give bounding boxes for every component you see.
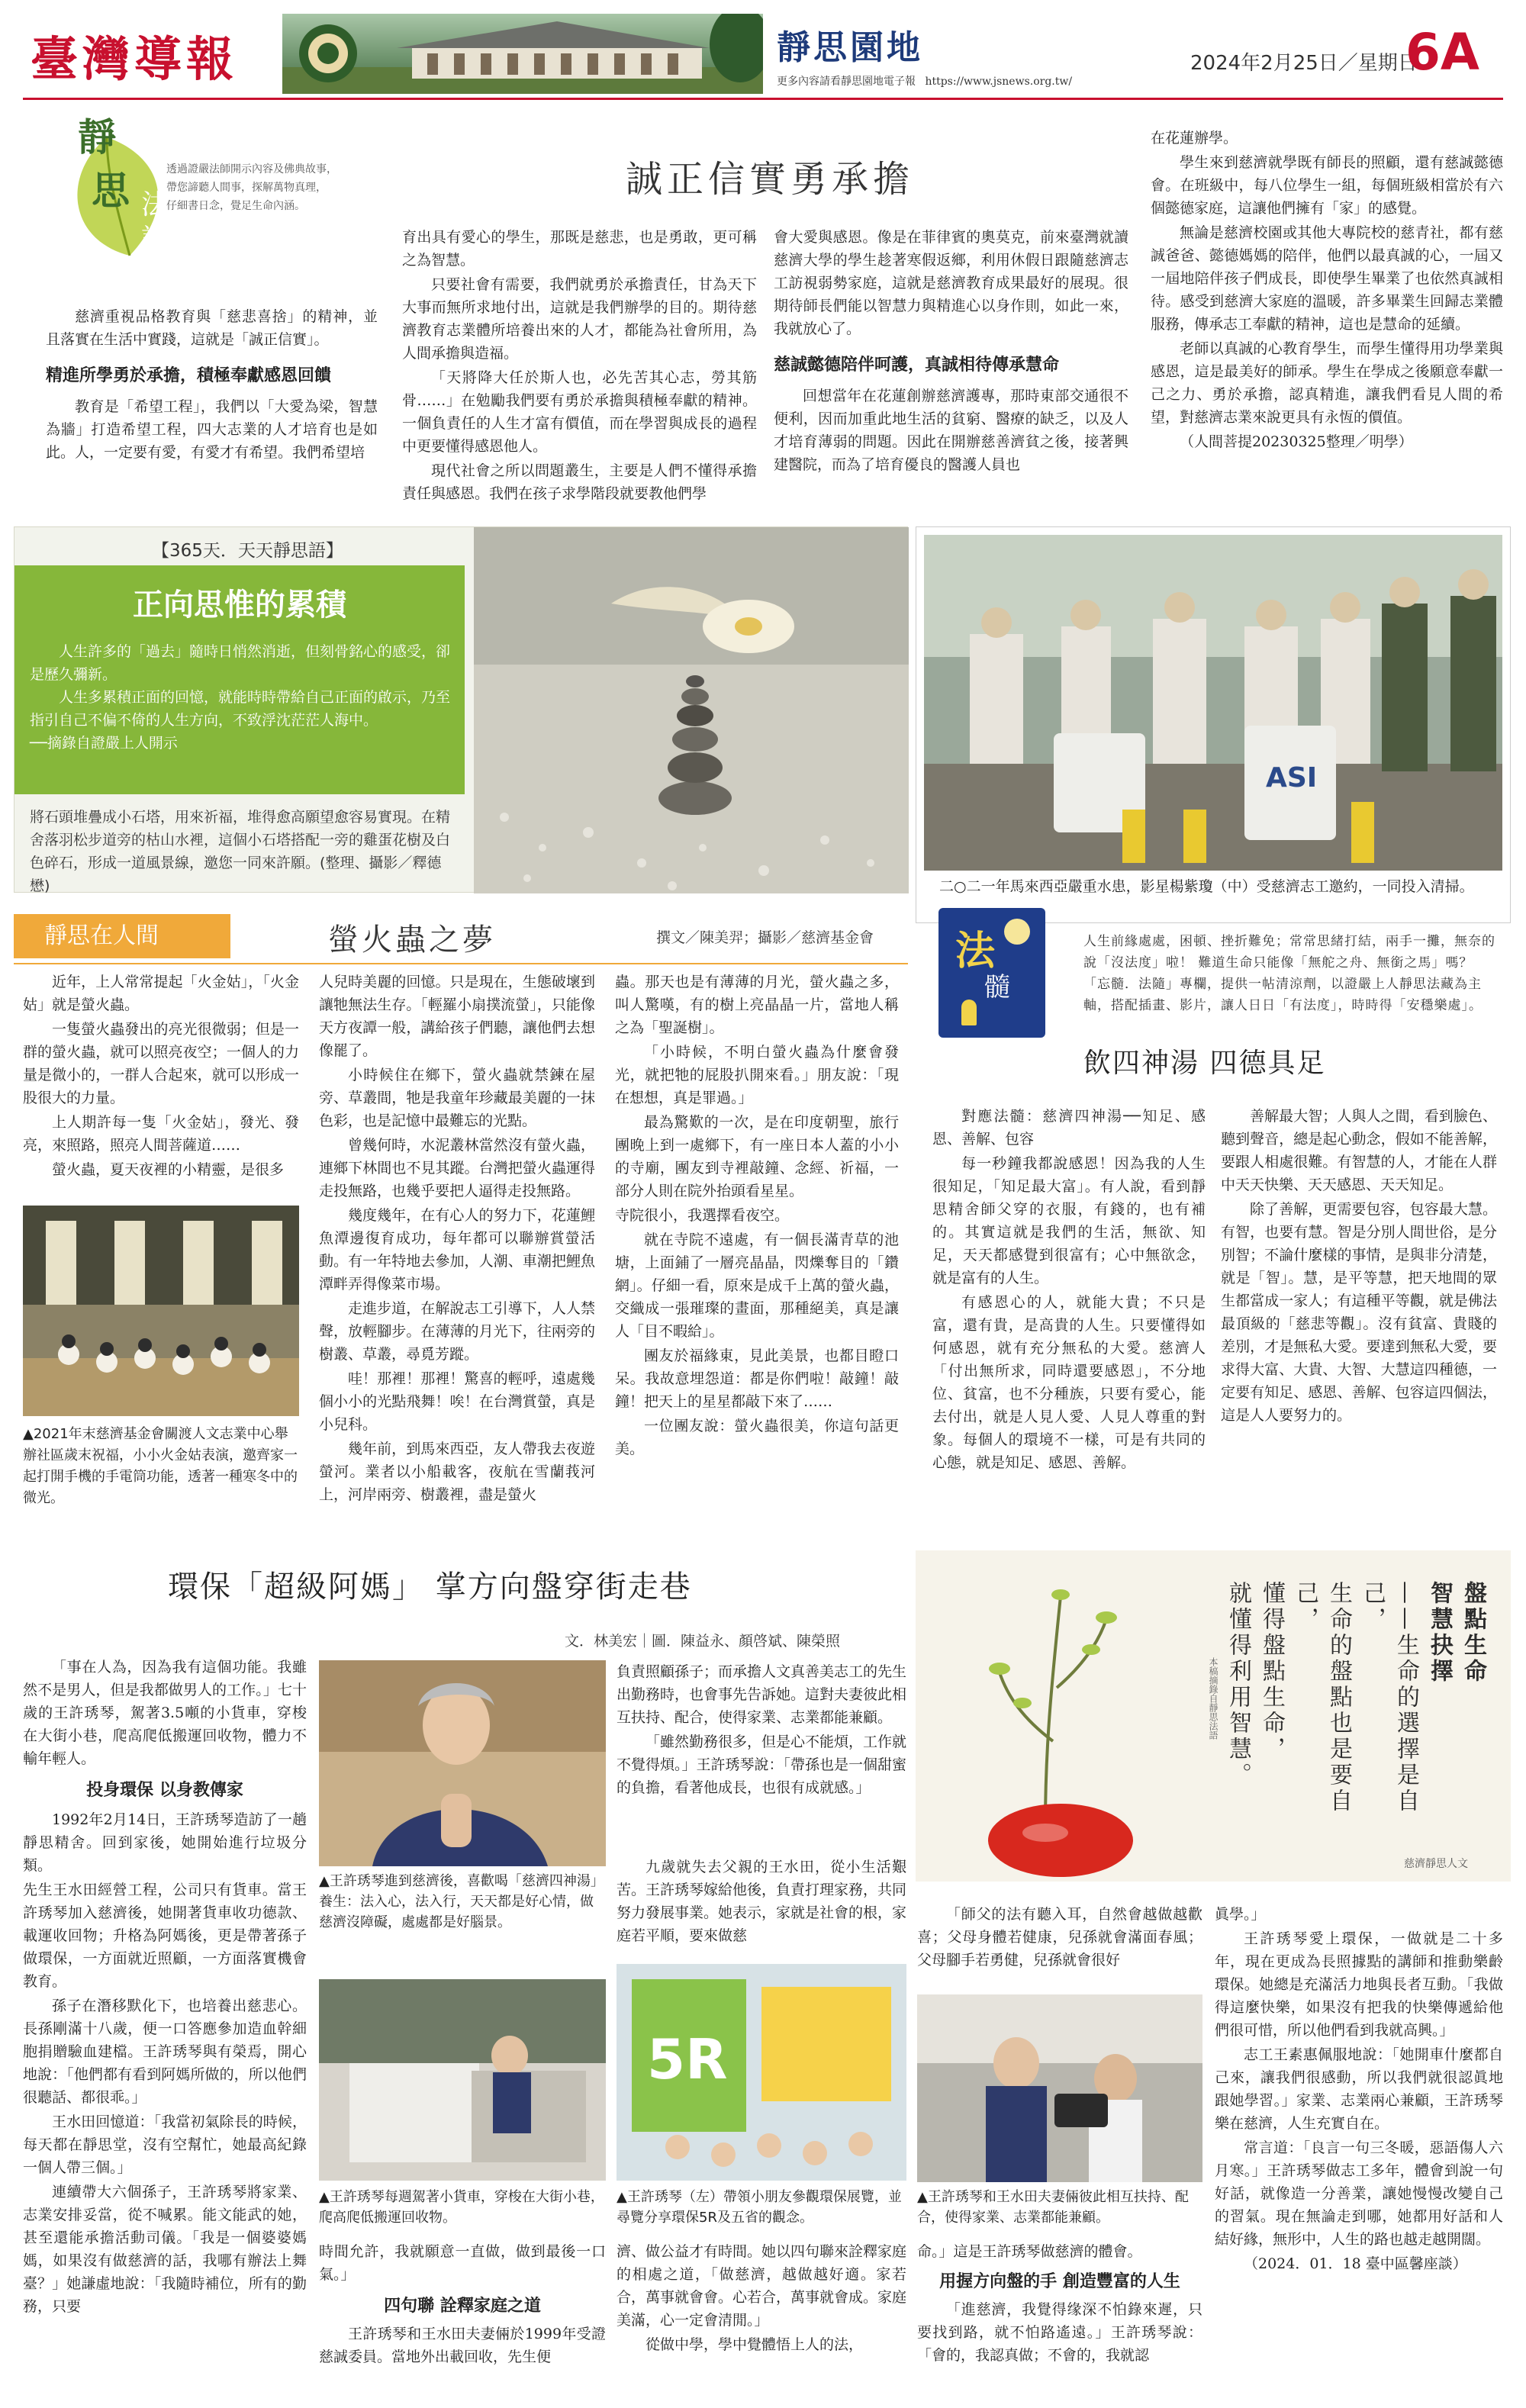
fadu-col-2 — [1221, 1105, 1497, 1428]
paragraph: 「事在人為，因為我有這個功能。我雖然不是男人，但是我都做男人的工作。」七十歲的王許琇琴，駕著3.5噸的小貨車，穿梭在大街小巷，爬高爬低搬運回收物，體力不輸年輕人。 — [23, 1659, 307, 1767]
ebook-url[interactable]: https://www.jsnews.org.tw/ — [925, 76, 1073, 88]
masthead — [0, 0, 1526, 103]
paragraph: 慈濟重視品格教育與「慈悲喜捨」的精神，並且落實在生活中實踐，這就是「誠正信實」。 — [46, 308, 378, 348]
booth-text: 5R — [647, 2027, 728, 2091]
paragraph: 孫子在潛移默化下，也培養出慈悲心。長孫剛滿十八歲，便一口答應參加造血幹細胞捐贈驗血建檔。王許琇琴與有榮焉，開心地說：「他們都有看到阿媽所做的，所以他們很聽話、都很乖。」 — [23, 1998, 307, 2106]
paragraph: 團友於福緣東，見此美景，也都目瞪口呆。我故意埋怨道：都是你們啦！敲鐘！敲鐘！把天上的星星都敲下來了…… — [615, 1347, 899, 1410]
paragraph: 每一秒鐘我都說感恩！因為我的人生很知足，「知足最大富」。有人說，看到靜思精舍師父穿的衣服，有錢的，也有補的。其實這就是我們的生活，無欲、知足，天天都感覺到很富有；心中無欲念，就是富有的人生。 — [932, 1155, 1206, 1286]
paragraph: 「師父的法有聽入耳，自然會越做越歡喜；父母身體若健康，兒孫就會滿面春風；父母腳手若勇健，兒孫就會很好 — [917, 1906, 1202, 1969]
grandma-photo-3 — [617, 1964, 906, 2181]
ebook-line — [777, 73, 1072, 89]
subhead: 精進所學勇於承擔，積極奉獻感恩回饋 — [46, 366, 332, 385]
paragraph: 1992年2月14日，王許琇琴造訪了一趟靜思精舍。回到家後，她開始進行垃圾分類。 — [23, 1811, 307, 1874]
firefly-tag: 靜思在人間 — [14, 914, 230, 958]
dharma-col-4 — [1151, 127, 1503, 455]
paragraph: 人生許多的「過去」隨時日悄然消逝，但刻骨銘心的感受，卻是歷久彌新。 — [30, 643, 451, 683]
calligraphy-line: 就懂得利用智慧。 — [1225, 1581, 1251, 1788]
logo-char-1: 靜 — [78, 114, 116, 159]
firefly-col-2 — [319, 971, 595, 1508]
calligraphy-text — [1221, 1581, 1489, 1856]
dharma-title: 誠正信實勇承擔 — [626, 158, 915, 201]
paragraph: 善解最大智；人與人之間，看到臉色、聽到聲音，總是起心動念，假如不能善解，要跟人相處很難。有智慧的人，才能在人群中天天快樂、天天感恩、天天知足。 — [1221, 1108, 1497, 1193]
dharma-col-1 — [46, 305, 378, 465]
paragraph: 育出具有愛心的學生，那既是慈悲，也是勇敢，更可稱之為智慧。 — [402, 229, 757, 269]
paragraph: 寺院很小，我選擇看夜空。 — [615, 1207, 790, 1224]
page-number: 6A — [1405, 23, 1480, 82]
paragraph: 有感恩心的人，就能大貴；不只是富，還有貴，是高貴的人生。只要懂得如何感恩，就有充分無私的大愛。慈濟人「付出無所求，同時還要感恩」，不分地位、貧富，也不分種族，只要有愛心，能去付出，就是人見人愛、人見人尊重的對象。每個人的環境不一樣，可是有共同的心態，就是知足、感恩、善解。 — [932, 1294, 1206, 1471]
grandma-col-4a — [917, 1903, 1202, 1973]
subhead: 慈誠懿德陪伴呵護，真誠相待傳承慧命 — [774, 356, 1060, 375]
bag-text: ASI — [1266, 762, 1318, 794]
paragraph: 對應法髓：慈濟四神湯──知足、感恩、善解、包容 — [932, 1108, 1206, 1148]
jingsi365-title: 正向思惟的累積 — [133, 588, 346, 623]
calligraphy-line: 智慧抉擇 — [1426, 1581, 1453, 1685]
logo-char-3: 法 — [141, 189, 169, 221]
paragraph: 就在寺院不遠處，有一個長滿青草的池塘，上面鋪了一層亮晶晶，閃爍奪目的「鑽網」。仔細一看，原來是成千上萬的螢火蟲，交織成一張璀璨的畫面，那種絕美，真是讓人「目不暇給」。 — [615, 1231, 899, 1340]
paragraph: 眞學。」 — [1215, 1906, 1266, 1923]
jingsi365-box — [14, 526, 908, 893]
calligraphy-line: 懂得盤點生命， — [1258, 1581, 1285, 1763]
paragraph: 蟲。那天也是有薄薄的月光，螢火蟲之多，叫人驚嘆，有的樹上亮晶晶一片，當地人稱之為「聖誕樹」。 — [615, 974, 899, 1036]
grandma-photo-2 — [319, 1979, 606, 2181]
grandma-col-2 — [319, 2240, 606, 2370]
paragraph: 上人期許每一隻「火金姑」，發光、發亮，來照路，照亮人間菩薩道…… — [23, 1114, 299, 1154]
malaysia-caption: 二○二一年馬來西亞嚴重水患，影星楊紫瓊（中）受慈濟志工邀約，一同投入清掃。 — [939, 878, 1474, 895]
paragraph: 現代社會之所以問題叢生，主要是人們不懂得承擔責任與感恩。我們在孩子求學階段就要教他們學 — [402, 462, 757, 502]
firefly-byline: 撰文／陳美羿；攝影／慈濟基金會 — [656, 929, 874, 946]
paragraph: 回想當年在花蓮創辦慈濟護專，那時東部交通很不便利，因而加重此地生活的貧窮、醫療的缺乏，以及人才培育薄弱的問題。因此在開辦慈善濟貧之後，接著興建醫院，而為了培育優良的醫護人員也 — [774, 388, 1128, 473]
paragraph: 時間允許，我就願意一直做，做到最後一口氣。」 — [319, 2243, 606, 2283]
grandma-col-3a — [617, 1660, 906, 1801]
paragraph: 教育是「希望工程」，我們以「大愛為梁，智慧為牆」打造希望工程，四大志業的人才培育也是如此。人，一定要有愛，有愛才有希望。我們希望培 — [46, 398, 378, 461]
grandma-photo-1 — [319, 1660, 606, 1866]
masthead-photo — [282, 14, 763, 94]
firefly-caption: ▲2021年末慈濟基金會關渡人文志業中心舉辦社區歲末祝福，小小火金姑表演，邀齊家一起打開手機的手電筒功能，透著一種寒冬中的微光。 — [23, 1426, 298, 1506]
grandma-col-3c — [617, 2240, 906, 2358]
fadu-logo-char-2: 髓 — [984, 972, 1010, 1003]
firefly-title: 螢火蟲之夢 — [328, 922, 496, 958]
grandma-col-4b — [917, 2240, 1202, 2368]
subhead: 用握方向盤的手 創造豐富的人生 — [939, 2272, 1180, 2291]
issue-date: 2024年2月25日／星期日 — [1190, 52, 1418, 75]
grandma-col-1 — [23, 1656, 307, 2319]
jingsi365-label: 【365天．天天靜思語】 — [152, 541, 343, 561]
malaysia-photo — [924, 535, 1502, 871]
ebook-text: 更多內容請看靜思園地電子報 — [777, 76, 916, 88]
paragraph: 負責照顧孫子；而承擔人文真善美志工的先生出勤務時，也會事先告訴她。這對夫妻彼此相互扶持、配合，使得家業、志業都能兼顧。 — [617, 1663, 907, 1726]
source-note: ──摘錄自證嚴上人開示 — [30, 735, 178, 752]
firefly-col-3 — [615, 971, 899, 1462]
malaysia-photo-frame — [916, 526, 1511, 923]
jingsi365-text — [30, 640, 453, 755]
fadu-intro: 人生前緣處處，困頓、挫折難免；常常思緒打結，兩手一攤，無奈的說「沒法度」啦！ 難道生命只能像「無舵之舟、無銜之馬」嗎？「忘髓．法隨」專欄，提供一帖清涼劑，以證嚴上人靜思法藏為主軸，搭配插畫、影片，讓人日日「有法度」，時時得「安穩樂處」。 — [1083, 934, 1495, 1013]
paragraph: 無論是慈濟校園或其他大專院校的慈青社，都有慈誠爸爸、懿德媽媽的陪伴，他們以最真誠的心，一屆又一屆地陪伴孩子們成長，即使學生畢業了也依然真誠相待。感受到慈濟大家庭的溫暖，許多畢業生回歸志業體服務，傳承志工奉獻的精神，這也是慧命的延續。 — [1151, 224, 1503, 333]
source-note: （2024．01．18 臺中區馨座談） — [1244, 2255, 1467, 2272]
figure-icon — [961, 1000, 977, 1025]
paragraph: 人生多累積正面的回憶，就能時時帶給自己正面的啟示，乃至指引自己不偏不倚的人生方向，不致浮沈茫茫人海中。 — [30, 689, 451, 729]
grandma-byline: 文．林美宏｜圖．陳益永、顏啓斌、陳榮照 — [565, 1633, 841, 1650]
logo-char-2: 思 — [92, 168, 130, 213]
paragraph: 九歲就失去父親的王水田，從小生活艱苦。王許琇琴嫁給他後，負責打理家務，共同努力發展事業。她表示，家就是社會的根，家庭若平順，要來做慈 — [617, 1859, 907, 1944]
calligraphy-line: 生命的盤點也是要自己， — [1292, 1581, 1352, 1814]
paragraph: 近年，上人常常提起「火金姑」，「火金姑」就是螢火蟲。 — [23, 974, 299, 1013]
paragraph: 最為驚歎的一次，是在印度朝聖，旅行團晚上到一處鄉下，有一座日本人蓋的小小的寺廟，團友到寺裡敲鐘、念經、祈福，一部分人則在院外抬頭看星星。 — [615, 1114, 899, 1199]
paragraph: 小時候住在鄉下，螢火蟲就禁鍊在屋旁、草叢間，牠是我童年珍藏最美麗的一抹色彩，也是記憶中最難忘的光點。 — [319, 1067, 595, 1129]
grandma-caption-3: ▲王許琇琴（左）帶領小朋友參觀環保展覽，並尋覽分享環保5R及五省的觀念。 — [617, 2189, 902, 2226]
paragraph: 常言道：「良言一句三冬暖，惡語傷人六月寒。」王許琇琴做志工多年，體會到說一句好話，就像造一分善業，讓她慢慢改變自己的習氣。現在無論走到哪，她都用好話和人結好緣，無形中，人生的路也越走越開闊。 — [1215, 2139, 1503, 2248]
paragraph: 「小時候，不明白螢火蟲為什麼會發光，就把牠的屁股扒開來看。」朋友說：「現在想想，真是罪過。」 — [615, 1044, 899, 1106]
intro-line-2: 帶您諦聽人間事，探解萬物真理， — [166, 182, 327, 194]
fadu-title: 飲四神湯 四德具足 — [1083, 1048, 1326, 1079]
calligraphy-footer: 慈濟靜思人文 — [1404, 1858, 1468, 1870]
dharma-col-3 — [774, 226, 1128, 478]
paragraph: 「天將降大任於斯人也，必先苦其心志，勞其筋骨……」在勉勵我們要有勇於承擔與積極奉獻的精神。一個負責任的人生才富有價值，而在學習與成長的過程中更要懂得感恩他人。 — [402, 369, 757, 455]
grandma-col-5 — [1215, 1903, 1503, 2277]
paragraph: 螢火蟲，夏天夜裡的小精靈，是很多 — [52, 1161, 285, 1178]
paragraph: 老師以真誠的心教育學生，而學生懂得用功學業與感恩，這是最美好的師承。學生在學成之後願意奉獻一己之力、勇於承擔，認真精進，讓我們看見人間的希望，對慈濟志業來說更具有永恆的價值。 — [1151, 340, 1503, 426]
paragraph: 王許琇琴和王水田夫妻倆於1999年受證慈誠委員。當地外出載回收，先生便 — [319, 2326, 606, 2365]
grandma-title: 環保「超級阿媽」 掌方向盤穿街走巷 — [168, 1569, 692, 1605]
paragraph: 幾年前，到馬來西亞，友人帶我去夜遊螢河。業者以小船載客，夜航在雪蘭莪河上，河岸兩旁、樹叢裡，盡是螢火 — [319, 1441, 595, 1503]
firefly-col-1 — [23, 971, 299, 1183]
paragraph: 「進慈濟，我覺得缘深不怕錄來遲，只要找到路，就不怕路遙遠。」王許琇琴說：「會的，我認真做；不會的，我就認 — [917, 2301, 1202, 2364]
grandma-photo-4 — [917, 1994, 1202, 2182]
paragraph: 王水田回憶道：「我當初氣除長的時候，每天都在靜思堂，沒有空幫忙，她最高紀錄一個人帶三個。」 — [23, 2113, 307, 2176]
calligraphy-image — [916, 1550, 1511, 1882]
jingsi365-green-box — [14, 565, 465, 794]
paragraph: 一位團友說：螢火蟲很美，你這句話更美。 — [615, 1418, 899, 1457]
paragraph: 「雖然勤務很多，但是心不能煩，工作就不覺得煩。」王許琇琴說：「帶孫也是一個甜蜜的負擔，看著他成長，也很有成就感。」 — [617, 1734, 907, 1796]
intro-line-1: 透過證嚴法師開示內容及佛典故事， — [166, 163, 337, 175]
paragraph: 一隻螢火蟲發出的亮光很微弱；但是一群的螢火蟲，就可以照亮夜空；一個人的力量是微小的，一群人合起來，就可以形成一股很大的力量。 — [23, 1021, 299, 1106]
paragraph: 先生王水田經營工程，公司只有貨車。當王許琇琴加入慈濟後，她開著貨車收功德款、載運收回物；升格為阿媽後，更是帶著孫子做環保，一方面就近照顧，一方面落實機會教育。 — [23, 1882, 307, 1990]
dharma-logo — [61, 107, 183, 259]
logo-char-4: 語 — [141, 224, 169, 255]
moon-icon — [1004, 919, 1030, 945]
paragraph: 會大愛與感恩。像是在菲律賓的奧莫克，前來臺灣就讀慈濟大學的學生趁著寒假返鄉，利用休假日跟隨慈濟志工訪視弱勢家庭，這就是慈濟教育成果最好的展現。很期待師長們能以智慧力與精進心以身作則，如此一來，我就放心了。 — [774, 229, 1128, 337]
grandma-caption-2: ▲王許琇琴每週駕著小貨車，穿梭在大街小巷，爬高爬低搬運回收物。 — [319, 2189, 604, 2226]
paper-name: 臺灣導報 — [31, 31, 239, 87]
paragraph: 曾幾何時，水泥叢林當然沒有螢火蟲，連鄉下林間也不見其蹤。台灣把螢火蟲運得走投無路，也幾乎要把人逼得走投無路。 — [319, 1137, 595, 1199]
paragraph: 命。」這是王許琇琴做慈濟的體會。 — [917, 2243, 1142, 2260]
paragraph: 志工王素惠佩服地說：「她開車什麼都自己來，讓我們很感動，所以我們就很認眞地跟她學習。」家業、志業兩心兼顧，王許琇琴樂在慈濟，人生充實自在。 — [1215, 2046, 1503, 2132]
paragraph: 從做中學，學中覺體悟上人的法， — [645, 2336, 864, 2353]
section-title: 靜思園地 — [777, 28, 923, 67]
grandma-caption-1: ▲王許琇琴進到慈濟後，喜歡喝「慈濟四神湯」養生：法入心，法入行，天天都是好心情，做慈濟沒障礙，處處都是好腦景。 — [319, 1873, 604, 1930]
paragraph: 幾度幾年，在有心人的努力下，花蓮鯉魚潭邊復育成功，每年都可以聯辦賞螢活動。有一年特地去參加，人潮、車潮把鯉魚潭畔弄得像菜市場。 — [319, 1207, 595, 1293]
jingsi365-caption: 將石頭堆疊成小石塔，用來祈福，堆得愈高願望愈容易實現。在精舍落羽松步道旁的枯山水裡，這個小石塔搭配一旁的雞蛋花樹及白色碎石，形成一道風景線，邀您一同來許願。(整理、攝影／釋德懋) — [30, 809, 451, 894]
paragraph: 只要社會有需要，我們就勇於承擔責任，甘為天下大事而無所求地付出，這就是我們辦學的目的。期待慈濟教育志業體所培養出來的人才，都能為社會所用，為人間承擔與造福。 — [402, 276, 757, 362]
firefly-photo — [23, 1206, 299, 1416]
dharma-col-2 — [402, 226, 757, 507]
grandma-col-3b — [617, 1856, 906, 1949]
paragraph: 除了善解，更需要包容，包容最大慧。有智，也要有慧。智是分別人間世俗，是分別智；不論什麼樣的事情，是與非分清楚，就是「智」。慧，是平等慧，把天地間的眾生都當成一家人；有這種平等觀，就是佛法最頂級的「慈悲等觀」。沒有貧富、貴賤的差別，才是無私大愛。要達到無私大愛，要求得大富、大貴、大智、大慧這四種德，一定要有知足、感恩、善解、包容這四個法，這是人人要努力的。 — [1221, 1201, 1497, 1424]
paragraph: 學生來到慈濟就學既有師長的照顧，還有慈誠懿德會。在班級中，每八位學生一組，每個班級相當於有六個懿德家庭，這讓他們擁有「家」的感覺。 — [1151, 154, 1503, 217]
calligraphy-side-credit: 本稿摘錄自靜思法語 — [1208, 1657, 1219, 1740]
subhead: 投身環保 以身教傳家 — [86, 1781, 243, 1800]
paragraph: 王許琇琴愛上環保，一做就是二十多年，現在更成為長照據點的講師和推動樂齡環保。她總是充滿活力地與長者互動。「我做得這麼快樂，如果沒有把我的快樂傳遞給他們很可惜，所以他們看到我就高興。」 — [1215, 1930, 1503, 2039]
stone-tower-photo — [474, 527, 909, 893]
paragraph: 人兒時美麗的回憶。只是現在，生態破壞到讓牠無法生存。「輕羅小扇撲流螢」，只能像天方夜譚一般，講給孩子們聽，讓他們去想像罷了。 — [319, 974, 595, 1059]
paragraph: 在花蓮辦學。 — [1151, 130, 1238, 146]
calligraphy-line: 盤點生命 — [1460, 1581, 1486, 1685]
paragraph: 走進步道，在解說志工引導下，人人禁聲，放輕腳步。在薄薄的月光下，往兩旁的樹叢、草叢，尋覓芳蹤。 — [319, 1300, 595, 1363]
subhead: 四句聯 詮釋家庭之道 — [384, 2297, 541, 2316]
fadu-logo — [938, 908, 1045, 1038]
paragraph: 濟、做公益才有時間。她以四句聯來詮釋家庭的相處之道，「做慈濟，越做越好適。家若合，萬事就會會。心若合，萬事就會成。家庭美滿，心一定會清閒。」 — [617, 2243, 907, 2329]
grandma-caption-4: ▲王許琇琴和王水田夫妻倆彼此相互扶持、配合，使得家業、志業都能兼顧。 — [917, 2189, 1189, 2226]
fadu-col-1 — [932, 1105, 1206, 1476]
calligraphy-line: ——生命的選擇是自己， — [1359, 1581, 1419, 1814]
source-note: （人間菩提20230325整理／明學） — [1180, 433, 1413, 450]
paragraph: 哇！那裡！那裡！驚喜的輕呼，遠處幾個小小的光點飛舞！唉！在台灣賞螢，真是小兒科。 — [319, 1370, 595, 1433]
paragraph: 連續帶大六個孫子，王許琇琴將家業、志業安排妥當，從不喊累。能文能武的她，甚至還能承擔活動司儀。「我是一個婆婆媽媽，如果沒有做慈濟的話，我哪有辦法上舞臺？」她謙虛地說：「我隨時補位，所有的勤務，只要 — [23, 2184, 307, 2315]
intro-line-3: 仔細書日念，覺足生命內涵。 — [166, 200, 305, 212]
fadu-logo-char-1: 法 — [955, 928, 996, 974]
dharma-intro — [166, 160, 395, 215]
